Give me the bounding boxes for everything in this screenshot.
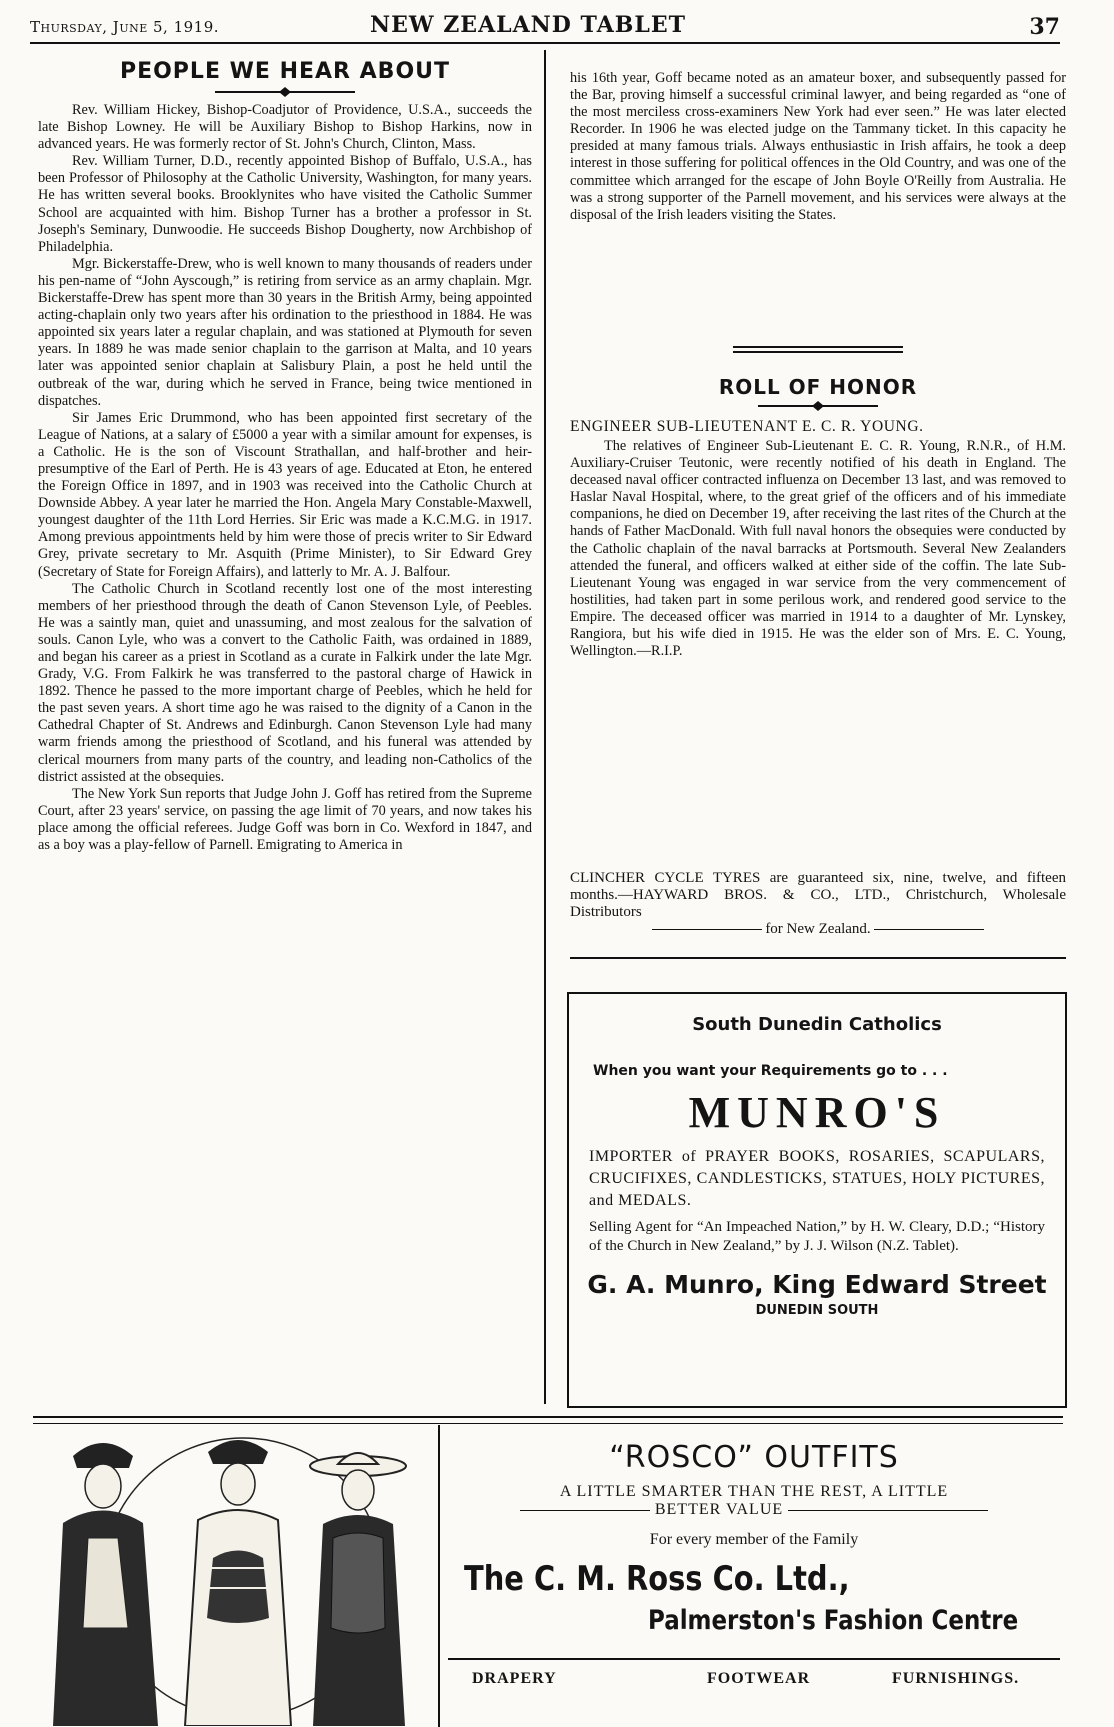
clincher-last-line [570, 921, 1066, 938]
rosco-foot [472, 1670, 1062, 1694]
ornament-rule-icon [215, 86, 355, 98]
fashion-illustration-icon [33, 1428, 433, 1726]
people-para-5: The Catholic Church in Scotland recently lost one of the most interesting members of her priesthood through the death of Canon Stevenson Lyle, of Peebles. He was a saintly man, quiet and unassuming, and most zealous for the salvation of souls. Canon Lyle, who was a convert to the Catholic Faith, was ordained in 1889, and began his career as a priest in Scotland as a curate in Falkirk under the late Mgr. Grady, V.G. From Falkirk he was transferred to the pastoral charge of Hawick in 1892. Thence he passed to the more important charge of Peebles, which he held for the past seven years. A short time ago he was raised to the dignity of a Canon in the Cathedral Chapter of St. Andrews and Edinburgh. Canon Stevenson Lyle had many warm friends among the priesthood of Scotland, and his funeral was attended by clerical mourners from many parts of the country, and leading non-Catholics of the district assisted at the obsequies. [38, 580, 532, 785]
people-para-3: Mgr. Bickerstaffe-Drew, who is well known to many thousands of readers under his pen-name of “John Ayscough,” is retiring from service as an army chaplain. Mgr. Bickerstaffe-Drew has spent more than 30 years in the British Army, being appointed acting-chaplain only two years after his ordination to the priesthood in 1884. He was appointed six years later a regular chaplain, and was stationed at Plymouth for seven years. In 1889 he was made senior chaplain to the garrison at Malta, and 10 years later was appointed senior chaplain at Salisbury Plain, a post he held until the outbreak of the war, during which he served in France, being twice mentioned in dispatches. [38, 255, 532, 409]
column-divider [544, 50, 546, 1404]
roll-body [570, 438, 1066, 660]
rosco-foot-rule [448, 1658, 1060, 1660]
roll-section [570, 374, 1066, 660]
munro-town: DUNEDIN SOUTH [755, 1303, 879, 1318]
foot-footwear: FOOTWEAR [707, 1670, 811, 1687]
issue-date: Thursday, June 5, 1919. [30, 18, 220, 36]
people-para-1: Rev. William Hickey, Bishop-Coadjutor of Providence, U.S.A., succeeds the late Bishop Lowney. He will be Auxiliary Bishop to Bishop Harkins, now in advanced years. He was formerly rector of St. John's Church, Clinton, Mass. [38, 102, 532, 153]
munro-name: MUNRO'S [688, 1088, 946, 1137]
clincher-text: CLINCHER CYCLE TYRES are guaranteed six, nine, twelve, and fifteen months.—HAYWARD BROS. & CO., LTD., Christchurch, Wholesale Distributors [570, 870, 1066, 920]
rosco-centre: Palmerston's Fashion Centre [648, 1605, 1019, 1636]
rosco-line2-wrap [448, 1501, 1060, 1519]
munro-importer: IMPORTER of PRAYER BOOKS, ROSARIES, SCAPULARS, CRUCIFIXES, CANDLESTICKS, STATUES, HOLY PICTURES, and MEDALS. [589, 1148, 1045, 1209]
people-continued [570, 70, 1066, 224]
roll-subhead: ENGINEER SUB-LIEUTENANT E. C. R. YOUNG. [570, 418, 924, 435]
people-para-2: Rev. William Turner, D.D., recently appointed Bishop of Buffalo, U.S.A., has been Professor of Philosophy at the Catholic University, Washington, for many years. He has written several books. Brooklynites who have visited the Catholic Summer School are acquainted with him. Bishop Turner has a brother a professor in St. Joseph's Seminary, Dunwoodie. He succeeds Bishop Dougherty, now Archbishop of Philadelphia. [38, 153, 532, 255]
clincher-notice [570, 870, 1066, 938]
advert-top-rule [33, 1416, 1063, 1418]
munro-selling: Selling Agent for “An Impeached Nation,” by H. W. Cleary, D.D.; “History of the Church in New Zealand,” by J. J. Wilson (N.Z. Tablet). [589, 1219, 1045, 1254]
people-para-4: Sir James Eric Drummond, who has been appointed first secretary of the League of Nations, at a salary of £5000 a year with a similar amount for expenses, is a Catholic. He is the son of Viscount Strathallan, and half-brother and heir-presumptive of the Earl of Perth. He is 43 years of age. Educated at Eton, he entered the Foreign Office in 1897, and in 1903 was received into the Catholic Church at Downside Abbey. A year later he married the Hon. Angela Mary Constable-Maxwell, youngest daughter of the 11th Lord Herries. Sir Eric was made a K.C.M.G. in 1917. Among previous appointments held by him were those of precis writer to Sir Edward Grey, private secretary to Mr. Asquith (Prime Minister), to Sir Edward Grey (Secretary of State for Foreign Affairs), and latterly to Mr. A. J. Balfour. [38, 409, 532, 580]
roll-title: ROLL OF HONOR [718, 375, 918, 399]
munro-address: G. A. Munro, King Edward Street [587, 1270, 1047, 1299]
rosco-advert [448, 1440, 1060, 1636]
ad-divider [570, 957, 1066, 959]
roll-text: The relatives of Engineer Sub-Lieutenant E. C. R. Young, R.N.R., of H.M. Auxiliary-Cruiser Teutonic, were recently notified of his death in England. The deceased naval officer contracted influenza on December 13 last, and was removed to Haslar Naval Hospital, where, to the great grief of the officers and of his immediate companions, he died on December 19, after receiving the last rites of the Church at the hands of Father MacDonald. With full naval honors the obsequies were conducted by the Catholic chaplain of the naval barracks at Portsmouth. Several New Zealanders attended the funeral, and officers walked at either side of the coffin. The late Sub-Lieutenant Young was engaged in war service from the very commencement of hostilities, had taken part in some perilous work, and rendered good service to the Empire. The deceased officer was married in 1914 to a daughter of Mr. Lynskey, Rangiora, but his wife died in 1915. He was the elder son of Mrs. E. C. Young, Wellington.—R.I.P. [570, 438, 1066, 660]
foot-drapery: DRAPERY [472, 1670, 557, 1687]
people-para-6: The New York Sun reports that Judge John J. Goff has retired from the Supreme Court, after 23 years' service, on passing the age limit of 70 years, and now takes his place among the official referees. Judge Goff was born in Co. Wexford in 1847, and as a boy was a play-fellow of Parnell. Emigrating to America in [38, 785, 532, 854]
advert-top-rule-thin [33, 1423, 1063, 1424]
people-title: PEOPLE WE HEAR ABOUT [119, 59, 451, 84]
rosco-line1: A LITTLE SMARTER THAN THE REST, A LITTLE [559, 1483, 949, 1500]
rosco-line3: For every member of the Family [649, 1531, 859, 1548]
rosco-title: “ROSCO” OUTFITS [609, 1440, 899, 1475]
munro-heading: South Dunedin Catholics [692, 1014, 942, 1035]
rosco-company: The C. M. Ross Co. Ltd., [464, 1559, 850, 1599]
page-number: 37 [1029, 14, 1060, 40]
page-header [30, 12, 1060, 44]
advert-divider [438, 1425, 440, 1727]
section-divider [733, 346, 903, 353]
people-continued-text: his 16th year, Goff became noted as an amateur boxer, and subsequently passed for the Bar, proving himself a successful criminal lawyer, and being regarded as “one of the most merciless cross-examiners New York had ever seen.” He was later elected Recorder. In 1906 he was elected judge on the Tammany ticket. In this capacity he presided at many famous trials. Always enthusiastic in Irish affairs, he took a deep interest in those suffering for political offences in the Old Country, and was one of the committee which arranged for the escape of John Boyle O'Reilly from Australia. He was a strong supporter of the Parnell movement, and his services were always at the disposal of the Irish leaders visiting the States. [570, 70, 1066, 223]
people-body [38, 102, 532, 854]
munro-subheading: When you want your Requirements go to . . . [593, 1063, 948, 1079]
foot-furnishings: FURNISHINGS. [892, 1670, 1020, 1687]
munro-advert [567, 992, 1067, 1408]
rosco-line2: BETTER VALUE [654, 1501, 784, 1518]
ornament-rule-icon [758, 400, 878, 412]
clincher-last-text: for New Zealand. [765, 921, 871, 937]
people-section [38, 58, 532, 854]
masthead-title: NEW ZEALAND TABLET [370, 12, 686, 38]
